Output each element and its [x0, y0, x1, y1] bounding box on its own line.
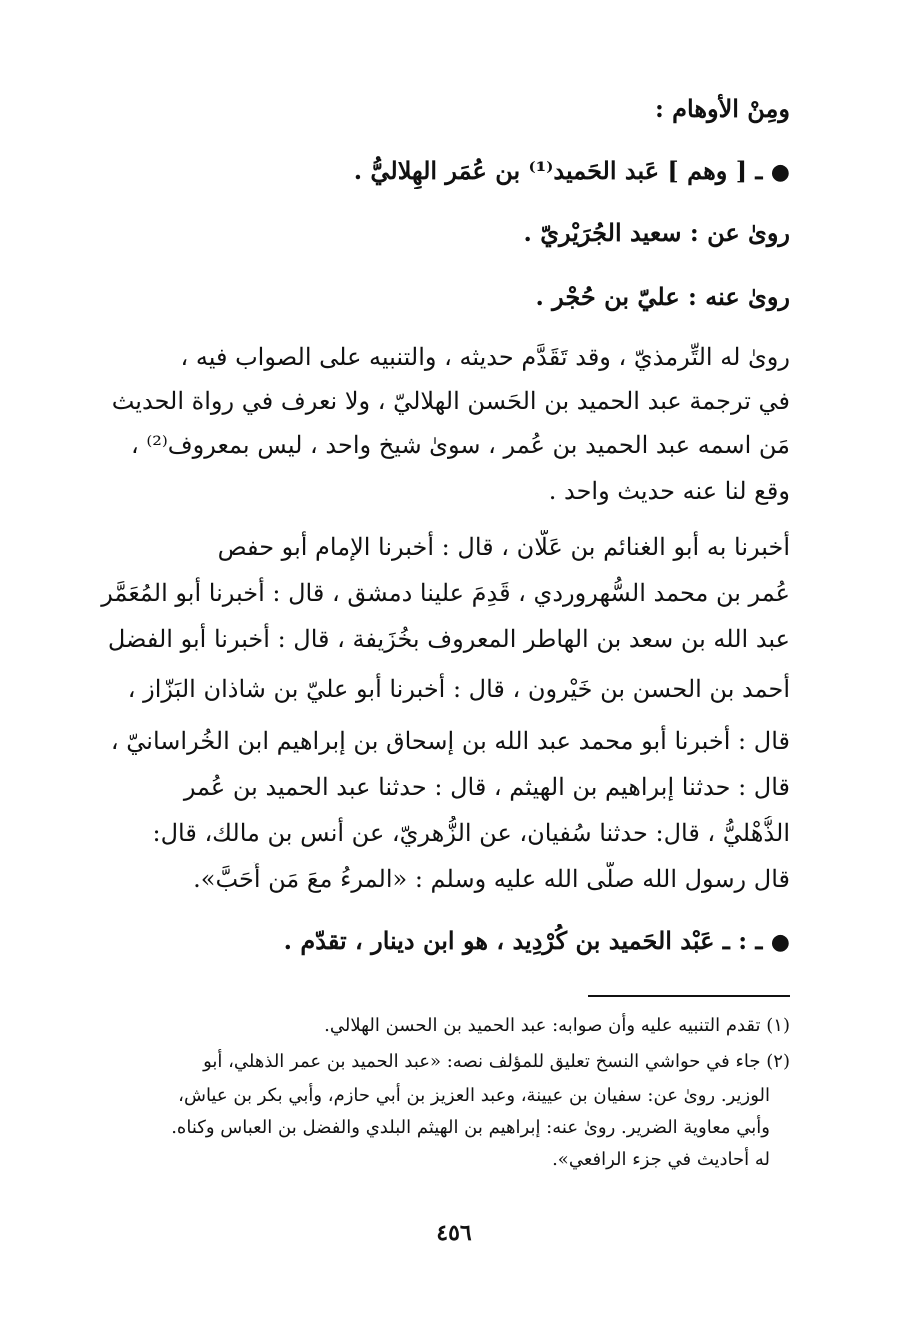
entry-1-title-text: ـ [ وهم ] عَبد الحَميد⁽¹⁾ بن عُمَر الهِلاليُّ . — [353, 156, 763, 185]
entry-1-title — [88, 154, 790, 189]
page-number: ٤٥٦ — [436, 1220, 472, 1246]
entry-2-title — [88, 924, 790, 959]
para-2-line: أخبرنا به أبو الغنائم بن عَلّان ، قال : أخبرنا الإمام أبو حفص — [217, 533, 790, 561]
footnote-2-continuation: له أحاديث في جزء الرافعي». — [552, 1149, 770, 1170]
para-1-line: مَن اسمه عبد الحميد بن عُمر ، سوىٰ شيخ واحد ، ليس بمعروف⁽²⁾ ، — [130, 431, 790, 459]
footnote-2-continuation: الوزير. روىٰ عن: سفيان بن عيينة، وعبد العزيز بن أبي حازم، وأبي بكر بن عياش، — [178, 1085, 770, 1106]
bullet-icon: ● — [770, 159, 790, 185]
para-1-line: روىٰ له التِّرمذيّ ، وقد تَقَدَّم حديثه ، والتنبيه على الصواب فيه ، — [180, 343, 790, 371]
para-2-line: عبد الله بن سعد بن الهاطر المعروف بخُزَيفة ، قال : أخبرنا أبو الفضل — [107, 625, 790, 653]
para-2-line: قال : أخبرنا أبو محمد عبد الله بن إسحاق بن إبراهيم ابن الخُراسانيّ ، — [110, 727, 790, 755]
para-1-line: في ترجمة عبد الحميد بن الحَسن الهلاليّ ، ولا نعرف في رواة الحديث — [111, 387, 790, 415]
para-1-line: وقع لنا عنه حديث واحد . — [548, 477, 790, 505]
footnote-1: (١) تقدم التنبيه عليه وأن صوابه: عبد الحميد بن الحسن الهلالي. — [324, 1015, 790, 1036]
entry-1-narrated-from: روىٰ عن : سعيد الجُرَيْريّ . — [523, 218, 790, 247]
footnote-separator — [588, 995, 790, 997]
para-2-line: قال رسول الله صلّى الله عليه وسلم : «المرءُ معَ مَن أَحَبَّ». — [193, 865, 790, 893]
section-heading: ومِنْ الأوهام : — [654, 94, 790, 123]
entry-2-title-text: ـ : ـ عَبْد الحَميد بن كُرْدِيد ، هو ابن دينار ، تقدّم . — [283, 926, 763, 955]
para-2-line: عُمر بن محمد السُّهروردي ، قَدِمَ علينا دمشق ، قال : أخبرنا أبو المُعَمَّر — [101, 579, 790, 607]
para-2-line: أحمد بن الحسن بن خَيْرون ، قال : أخبرنا أبو عليّ بن شاذان البَزّاز ، — [127, 675, 790, 703]
para-2-line: قال : حدثنا إبراهيم بن الهيثم ، قال : حدثنا عبد الحميد بن عُمر — [183, 773, 790, 801]
footnote-2: (٢) جاء في حواشي النسخ تعليق للمؤلف نصه: «عبد الحميد بن عمر الذهلي، أبو — [203, 1051, 790, 1072]
footnote-2-continuation: وأبي معاوية الضرير. روىٰ عنه: إبراهيم بن الهيثم البلدي والفضل بن العباس وكناه. — [171, 1117, 770, 1138]
bullet-icon: ● — [770, 929, 790, 955]
para-2-line: الذُّهْليُّ ، قال: حدثنا سُفيان، عن الزُّهريّ، عن أنس بن مالك، قال: — [152, 819, 790, 847]
entry-1-narrated-by: روىٰ عنه : عليّ بن حُجْر . — [535, 282, 790, 311]
